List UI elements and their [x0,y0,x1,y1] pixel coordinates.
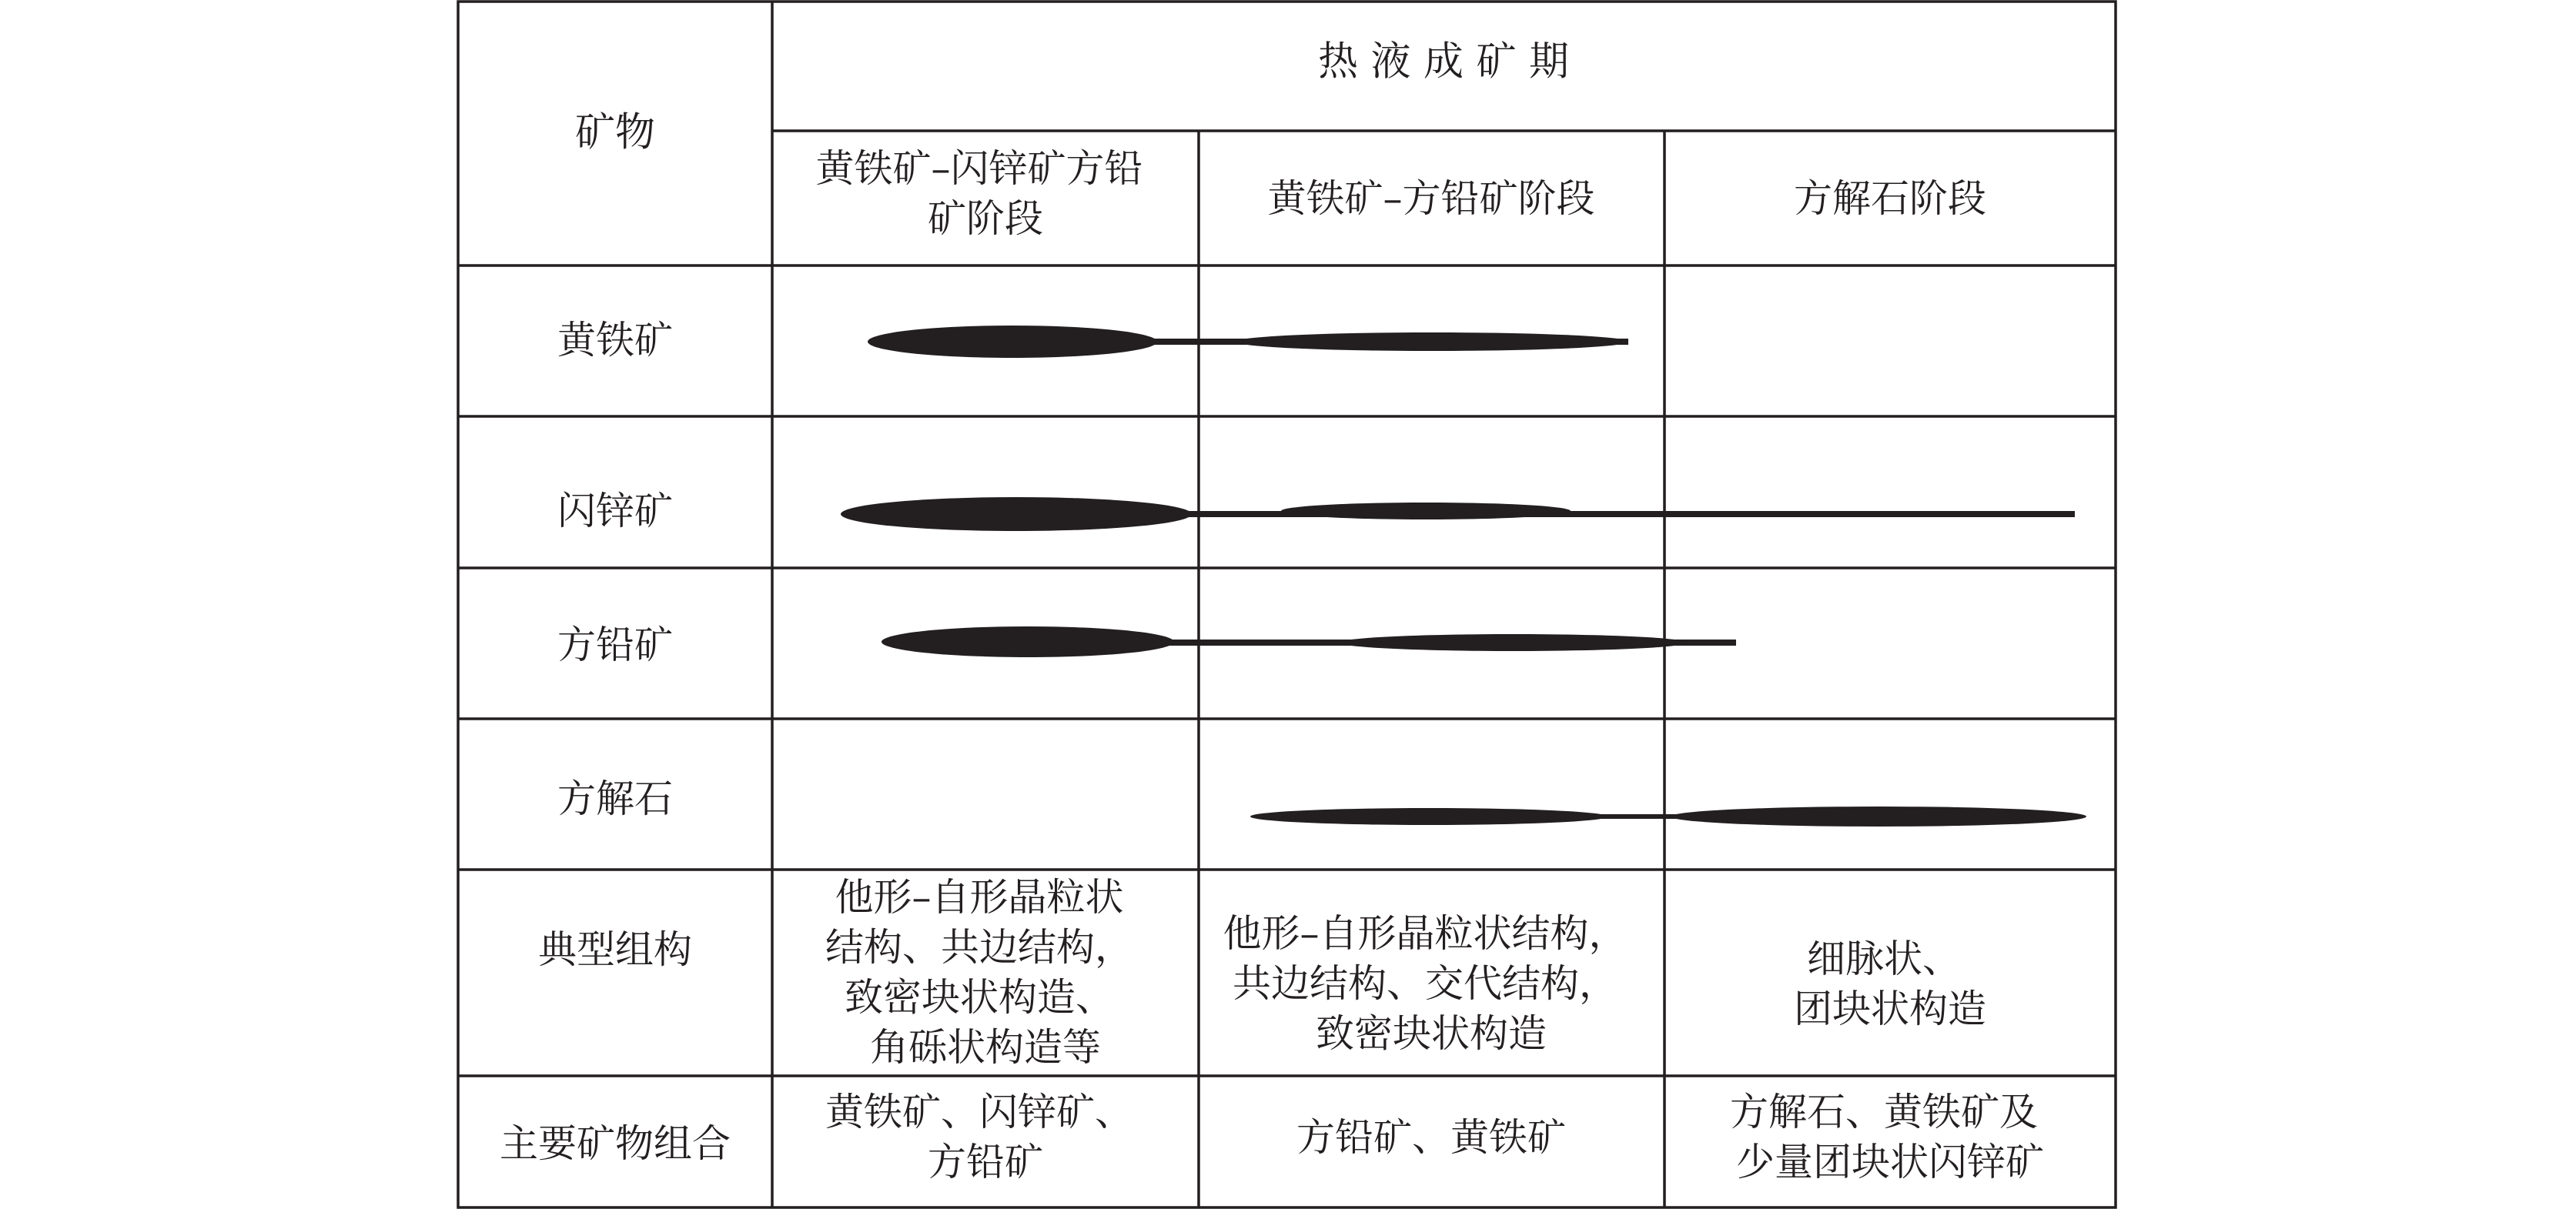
stage-header-1-line-2: 矿阶段 [928,196,1043,241]
assemblage-stage-3 [1730,1090,2050,1184]
mineral-header: 矿物 [574,109,656,156]
calcite-lens-stage-2 [1250,808,1607,825]
assemblage-label: 主要矿物组合 [500,1121,731,1166]
stage-header-1-line-1: 黄铁矿–闪锌矿方铅 [815,146,1143,191]
assemblage-stage-3-line-1: 方解石、黄铁矿及 [1730,1090,2039,1134]
assemblage-stage-3-line-2: 少量团块状闪锌矿 [1736,1140,2044,1184]
texture-stage-1 [825,875,1146,1070]
texture-stage-1-line-4: 角砾状构造等 [870,1025,1101,1070]
period-header: 热 液 成 矿 期 [1317,38,1570,85]
calcite-lens-stage-3 [1671,807,2086,827]
assemblage-stage-2-line-1: 方铅矿、黄铁矿 [1296,1115,1566,1160]
mineral-name-galena: 方铅矿 [557,623,673,667]
assemblage-stage-1-line-2: 方铅矿 [928,1140,1043,1184]
paragenesis-bars [841,326,2086,827]
texture-stage-2-line-2: 共边结构、交代结构， [1233,961,1618,1006]
pyrite-lens-stage-1 [868,326,1157,358]
assemblage-stage-2 [1296,1115,1566,1160]
texture-stage-1-line-1: 他形–自形晶粒状 [835,875,1124,920]
texture-stage-3 [1794,937,1986,1031]
galena-lens-stage-1 [882,626,1174,657]
mineral-name-calcite: 方解石 [557,776,673,821]
stage-header-2 [1268,176,1595,221]
texture-stage-2 [1223,911,1640,1056]
texture-stage-1-line-3: 致密块状构造、 [845,975,1115,1020]
stage-header-1 [816,146,1156,241]
sphalerite-lens-stage-1 [841,497,1192,531]
assemblage-stage-1-line-1: 黄铁矿、闪锌矿、 [825,1090,1134,1134]
texture-label: 典型组构 [538,927,692,972]
texture-stage-3-line-1: 细脉状、 [1807,937,1962,981]
mineral-name-pyrite: 黄铁矿 [557,318,673,362]
stage-header-2-line-1: 黄铁矿–方铅矿阶段 [1267,176,1595,221]
sphalerite-lens-stage-2 [1281,503,1571,519]
mineral-name-sphalerite: 闪锌矿 [557,489,673,533]
assemblage-stage-1 [825,1090,1146,1184]
texture-stage-2-line-3: 致密块状构造 [1316,1011,1547,1056]
pyrite-lens-stage-2 [1236,332,1628,351]
texture-stage-1-line-2: 结构、共边结构， [825,925,1134,970]
texture-stage-2-line-1: 他形–自形晶粒状结构， [1223,911,1628,956]
galena-lens-stage-2 [1340,634,1686,651]
stage-header-3-line-1: 方解石阶段 [1794,176,1986,221]
texture-stage-3-line-2: 团块状构造 [1794,987,1986,1031]
stage-header-3 [1794,176,1986,221]
